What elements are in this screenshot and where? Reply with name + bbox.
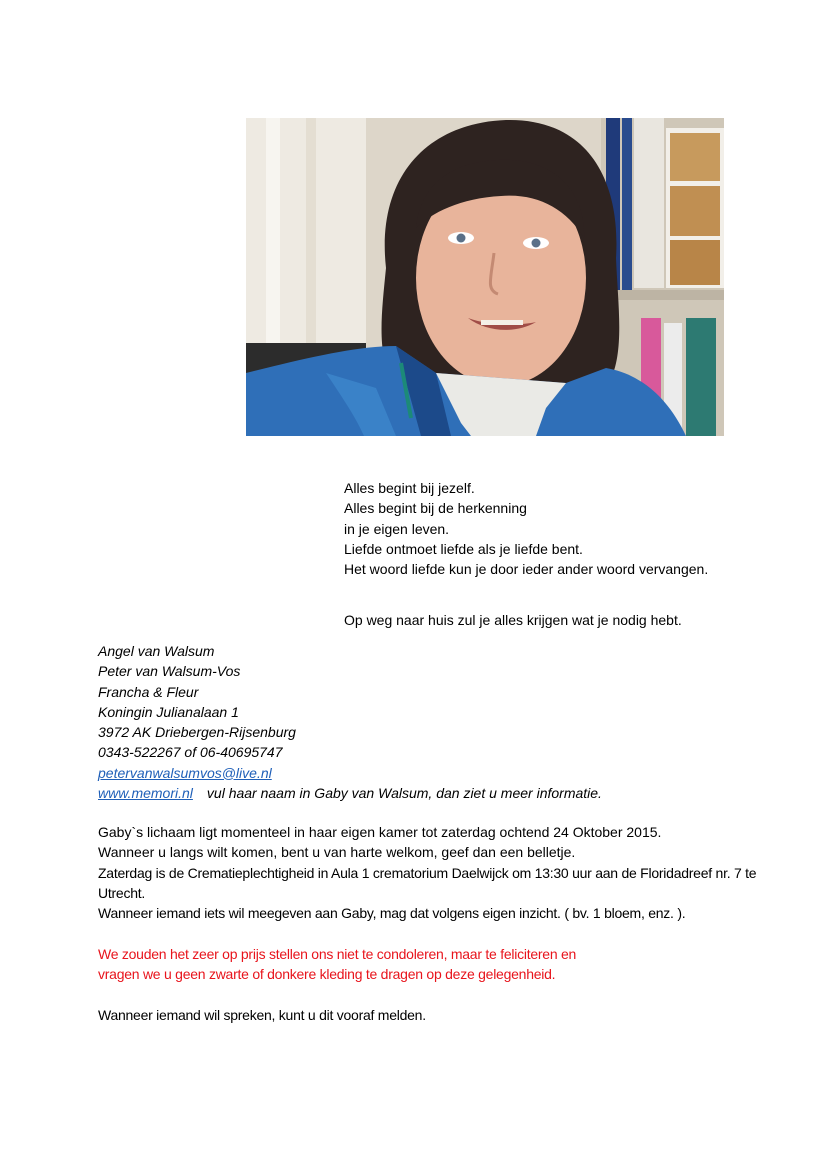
poem-line: in je eigen leven. — [344, 520, 450, 537]
contact-name: Peter van Walsum-Vos — [98, 663, 241, 680]
portrait-image — [246, 118, 724, 436]
poem-line: Alles begint bij jezelf. — [344, 480, 475, 496]
email-link[interactable]: petervanwalsumvos@live.nl — [98, 764, 272, 781]
request-line: vragen we u geen zwarte of donkere kleding te dragen op deze gelegenheid. — [98, 966, 556, 983]
website-link[interactable]: www.memori.nl — [98, 785, 193, 802]
poem-line: Het woord liefde kun je door ieder ander woord vervangen. — [344, 561, 709, 578]
poem-line: Alles begint bij de herkenning — [344, 500, 527, 517]
contact-block — [98, 641, 798, 803]
speaking-info: Wanneer iemand wil spreken, kunt u dit vooraf melden. — [98, 1006, 426, 1023]
body-line: Gaby`s lichaam ligt momenteel in haar eigen kamer tot zaterdag ochtend 24 Oktober 2015. — [98, 824, 662, 840]
request-line: We zouden het zeer op prijs stellen ons niet te condoleren, maar te feliciteren en — [98, 945, 577, 962]
body-line: Wanneer u langs wilt komen, bent u van harte welkom, geef dan een belletje. — [98, 844, 576, 861]
website-note: vul haar naam in Gaby van Walsum, dan ziet u meer informatie. — [206, 785, 602, 802]
spacer — [98, 923, 758, 943]
poem-line: Liefde ontmoet liefde als je liefde bent. — [344, 540, 583, 557]
poem — [344, 478, 804, 631]
spacer — [98, 984, 758, 1004]
announcement — [98, 822, 758, 1025]
contact-city: 3972 AK Driebergen-Rijsenburg — [98, 724, 296, 741]
contact-street: Koningin Julianalaan 1 — [98, 703, 239, 720]
contact-name: Francha & Fleur — [98, 683, 199, 700]
portrait-photo — [246, 118, 724, 436]
gifts-info: Wanneer iemand iets wil meegeven aan Gaby, mag dat volgens eigen inzicht. ( bv. 1 bloem, enz. ). — [98, 905, 686, 922]
poem-closing: Op weg naar huis zul je alles krijgen wat je nodig hebt. — [344, 612, 682, 629]
contact-phone: 0343-522267 of 06-40695747 — [98, 744, 283, 761]
ceremony-info: Zaterdag is de Crematieplechtigheid in Aula 1 crematorium Daelwijck om 13:30 uur aan de Floridadreef nr. 7 te Utrecht. — [98, 864, 757, 901]
poem-gap — [344, 579, 804, 610]
contact-name: Angel van Walsum — [98, 643, 215, 659]
